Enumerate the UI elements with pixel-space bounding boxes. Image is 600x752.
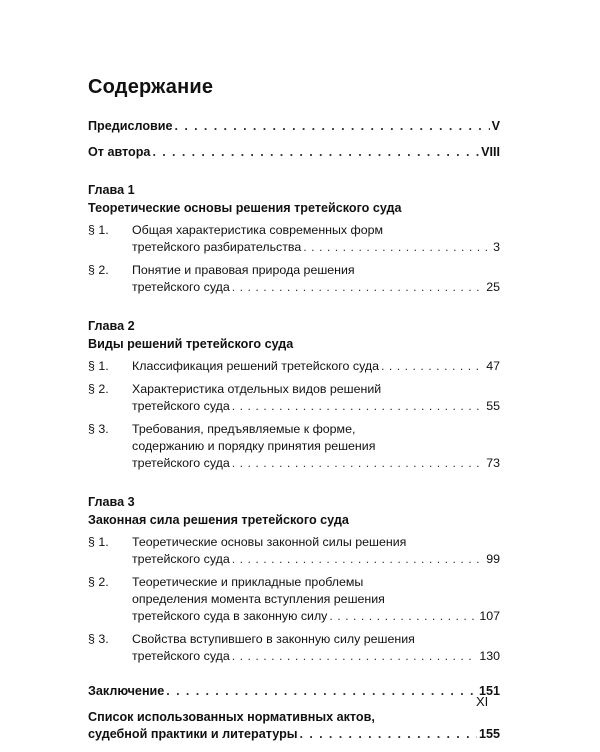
section-number: § 3. [88,422,109,436]
toc-section[interactable] [88,262,500,296]
section-number: § 1. [88,359,109,373]
leader-dots [152,144,479,160]
toc-page-number: 55 [486,399,500,413]
section-title-line: Понятие и правовая природа решения [132,263,355,277]
toc-entry-from-author[interactable] [88,144,500,160]
section-number: § 1. [88,223,109,237]
section-number: § 2. [88,575,109,589]
toc-page-number: 3 [493,240,500,254]
toc-section[interactable] [88,534,500,568]
section-number: § 2. [88,382,109,396]
back-matter [88,683,500,742]
toc-page-number: 47 [486,359,500,373]
chapter-label: Глава 1 [88,183,135,197]
section-title-line: третейского суда в законную силу [132,609,328,623]
chapter-title: Теоретические основы решения третейского суда [88,201,402,215]
section-title-line: третейского суда [132,456,230,470]
section-number: § 3. [88,632,109,646]
section-title-line: третейского суда [132,399,230,413]
toc-section[interactable] [88,574,500,625]
toc-page-number: 107 [479,609,500,623]
chapter-2 [88,318,500,472]
toc-page-number: VIII [481,145,500,159]
leader-dots [232,455,484,472]
leader-dots [381,358,484,375]
page-folio: XI [476,694,489,709]
leader-dots [303,239,491,256]
section-title-line: определения момента вступления решения [132,592,385,606]
toc-section[interactable] [88,222,500,256]
toc-entry-preface[interactable] [88,118,500,134]
section-title-line: Свойства вступившего в законную силу решения [132,632,415,646]
leader-dots [329,608,477,625]
toc-page-number: V [491,119,500,133]
toc-entry-title: Заключение [88,684,165,698]
section-number: § 1. [88,535,109,549]
toc-page-number: 155 [478,727,500,741]
section-title-line: третейского суда [132,649,230,663]
toc-section[interactable] [88,631,500,665]
toc-section[interactable] [88,358,500,375]
toc-entry-title: Список использованных нормативных актов, [88,710,375,724]
toc-entry-title: судебной практики и литературы [88,727,298,741]
page-title: Содержание [88,76,214,98]
leader-dots [232,648,478,665]
leader-dots [232,398,484,415]
chapter-title: Законная сила решения третейского суда [88,513,349,527]
section-title-line: третейского суда [132,552,230,566]
section-title-line: содержанию и порядку принятия решения [132,439,376,453]
section-number: § 2. [88,263,109,277]
toc-page-number: 130 [479,649,500,663]
toc-entry-title: Предисловие [88,119,173,133]
section-title-line: Теоретические основы законной силы решения [132,535,407,549]
chapter-label: Глава 2 [88,319,135,333]
toc-section[interactable] [88,421,500,472]
front-matter [88,118,500,160]
leader-dots [232,551,484,568]
leader-dots [166,683,477,699]
toc-page-number: 99 [486,552,500,566]
leader-dots [232,279,484,296]
toc-page-number: 73 [486,456,500,470]
section-title-line: Теоретические и прикладные проблемы [132,575,364,589]
toc-section[interactable] [88,381,500,415]
section-title-line: третейского разбирательства [132,240,302,254]
section-title-line: Характеристика отдельных видов решений [132,382,382,396]
toc-page-number: 25 [486,280,500,294]
toc-entry-conclusion[interactable] [88,683,500,699]
chapter-label: Глава 3 [88,495,135,509]
section-title-line: третейского суда [132,280,230,294]
toc-page-number: 151 [478,684,500,698]
toc-entry-title: От автора [88,145,151,159]
leader-dots [300,726,477,742]
table-of-contents [88,118,500,752]
section-title-line: Общая характеристика современных форм [132,223,384,237]
toc-entry-references[interactable] [88,709,500,742]
section-title-line: Классификация решений третейского суда [132,359,379,373]
chapter-3 [88,494,500,665]
chapter-1 [88,182,500,296]
leader-dots [175,118,490,134]
section-title-line: Требования, предъявляемые к форме, [132,422,356,436]
chapter-title: Виды решений третейского суда [88,337,294,351]
